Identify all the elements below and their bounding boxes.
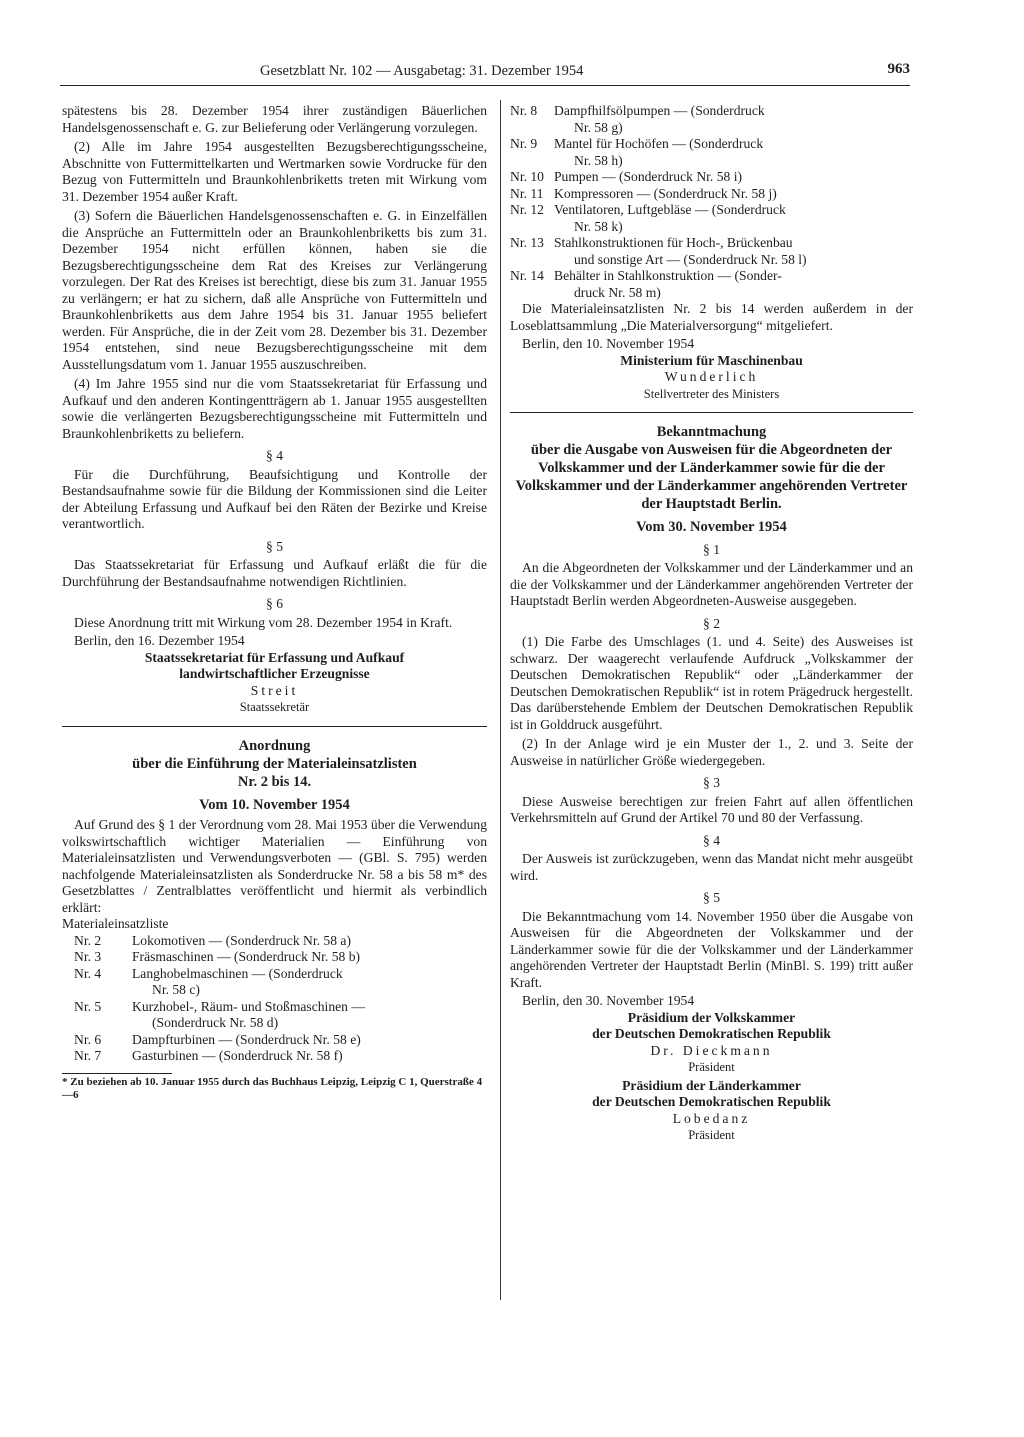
paragraph: Auf Grund des § 1 der Verordnung vom 28. Mai 1953 über die Verwendung volkswirtschaftlich wichtiger Materialien — Einführung von Materialeinsatzlisten und Verwendungsverboten — (GBl. S. 795) werden nachfolgende Materialeinsatzlisten als Sonderdrucke Nr. 58 a bis 58 m* des Gesetzblattes / Zentralblattes veröffentlicht und hiermit als verbindlich erklärt: bbox=[62, 817, 487, 915]
document-title: Anordnung bbox=[238, 737, 311, 754]
list-item: Nr. 13 Stahlkonstruktionen für Hoch-, Brückenbau bbox=[510, 235, 793, 250]
paragraph: Diese Anordnung tritt mit Wirkung vom 28. Dezember 1954 in Kraft. bbox=[74, 614, 453, 630]
signature-authority: der Deutschen Demokratischen Republik bbox=[592, 1094, 831, 1109]
paragraph: Für die Durchführung, Beaufsichtigung und Kontrolle der Bestandsaufnahme sowie für die Bildung der Kommissionen sind die Leiter der Abteilung Erfassung und Aufkauf bei den Räten der Bezirke und Kreise verantwortlich. bbox=[62, 466, 487, 531]
left-column bbox=[62, 103, 487, 1102]
signature-role: Präsident bbox=[688, 1128, 735, 1142]
header-title: Gesetzblatt Nr. 102 — Ausgabetag: 31. Dezember 1954 bbox=[260, 63, 584, 79]
signature-authority: Präsidium der Volkskammer bbox=[627, 1009, 796, 1025]
paragraph: Das Staatssekretariat für Erfassung und Aufkauf erläßt die für die Durchführung der Bestandsaufnahme notwendigen Richtlinien. bbox=[62, 557, 487, 589]
document-title: über die Einführung der Materialeinsatzlisten bbox=[132, 755, 417, 772]
place-date: Berlin, den 30. November 1954 bbox=[522, 993, 695, 1008]
signature-authority: Staatssekretariat für Erfassung und Aufkauf bbox=[144, 649, 405, 665]
document-title: Bekanntmachung bbox=[656, 424, 767, 440]
signature-name: Dr. Dieckmann bbox=[650, 1042, 773, 1058]
list-item: Nr. 4 Langhobelmaschinen — (Sonderdruck bbox=[74, 965, 343, 981]
materials-list-continued bbox=[510, 103, 913, 301]
signature-authority: Ministerium für Maschinenbau bbox=[620, 352, 803, 368]
materials-list bbox=[74, 933, 487, 1065]
section-heading: § 3 bbox=[703, 775, 720, 790]
paragraph: spätestens bis 28. Dezember 1954 ihrer zuständigen Bäuerlichen Handelsgenossenschaft e. G. zur Belieferung oder Verlängerung vorzulegen. bbox=[62, 103, 487, 135]
signature-authority: der Deutschen Demokratischen Republik bbox=[592, 1026, 831, 1041]
list-item: Nr. 12 Ventilatoren, Luftgebläse — (Sonderdruck bbox=[510, 202, 786, 217]
signature-role: Präsident bbox=[688, 1060, 735, 1074]
section-heading: § 4 bbox=[703, 832, 720, 848]
page-header bbox=[60, 63, 910, 83]
signature-authority: Präsidium der Länderkammer bbox=[622, 1077, 801, 1093]
list-item-continuation: Nr. 58 k) bbox=[574, 218, 623, 234]
list-item: Nr. 7 Gasturbinen — (Sonderdruck Nr. 58 f) bbox=[74, 1048, 343, 1063]
paragraph: (1) Die Farbe des Umschlages (1. und 4. Seite) des Ausweises ist schwarz. Der waagerecht verlaufende Aufdruck „Volkskammer der Deutschen Demokratischen Republik“ oder „Länderkammer der Deutschen Demokratischen Republik“ ist in rotem Prägedruck hergestellt. Das darüberstehende Emblem der Deutschen Demokratischen Republik ist in Golddruck ausgeführt. bbox=[510, 634, 913, 732]
paragraph: Die Bekanntmachung vom 14. November 1950 über die Ausgabe von Ausweisen für die Abgeordneten der Volkskammer und der Länderkammer sowie für die der Volkskammer und der Länderkammer angehörenden Vertreter der Hauptstadt Berlin (MinBl. S. 199) tritt außer Kraft. bbox=[510, 908, 913, 990]
list-item-continuation: druck Nr. 58 m) bbox=[574, 284, 661, 300]
list-item: Nr. 11 Kompressoren — (Sonderdruck Nr. 58 j) bbox=[510, 185, 777, 201]
paragraph: (3) Sofern die Bäuerlichen Handelsgenossenschaften e. G. in Einzelfällen die Ansprüche an Futtermitteln oder an Braunkohlenbriketts bis zum 31. Dezember 1954 nicht erfüllen können, haben sie die Bezugsberechtigungsscheine dem Rat des Kreises zur Verlängerung vorzulegen. Der Rat des Kreises ist berechtigt, diese bis zum 31. Januar 1955 zu verlängern; er hat zu sichern, daß alle Ansprüche von Futtermitteln und Braunkohlenbriketts aus dem Jahre 1954 bis 31. Januar 1955 beliefert werden. Für Ansprüche, die in der Zeit vom 28. Dezember bis 31. Dezember 1954 entstehen, sind neue Bezugsberechtigungsscheine mit dem Ausstellungsdatum vom 1. Januar 1955 auszuschreiben. bbox=[62, 208, 487, 372]
section-heading: § 5 bbox=[266, 538, 283, 554]
paragraph: (4) Im Jahre 1955 sind nur die vom Staatssekretariat für Erfassung und Aufkauf und den anderen Kontingentträgern ab 1. Januar 1955 ausgestellten sowie die verlängerten Bezugsberechtigungsscheine mit Futtermitteln und Braunkohlenbriketts zu beliefern. bbox=[62, 376, 487, 441]
list-item: Nr. 9 Mantel für Hochöfen — (Sonderdruck bbox=[510, 136, 764, 151]
list-item-continuation: Nr. 58 h) bbox=[574, 152, 623, 168]
signature-role: Staatssekretär bbox=[239, 700, 310, 714]
section-heading: § 1 bbox=[703, 541, 720, 557]
page-number: 963 bbox=[887, 61, 910, 77]
paragraph: Der Ausweis ist zurückzugeben, wenn das Mandat nicht mehr ausgeübt wird. bbox=[510, 851, 913, 883]
list-item: Nr. 14 Behälter in Stahlkonstruktion — (Sonder- bbox=[510, 268, 782, 283]
footnote-rule bbox=[62, 1073, 172, 1074]
section-divider bbox=[510, 412, 913, 413]
list-item: Nr. 3 Fräsmaschinen — (Sonderdruck Nr. 58 b) bbox=[74, 949, 361, 964]
paragraph: Diese Ausweise berechtigen zur freien Fahrt auf allen öffentlichen Verkehrsmitteln auf Grund der Artikel 70 und 80 der Verfassung. bbox=[510, 793, 913, 825]
column-divider bbox=[500, 100, 501, 1300]
paragraph: (2) Alle im Jahre 1954 ausgestellten Bezugsberechtigungsscheine, Abschnitte von Futtermittelkarten und Wertmarken sowie Vordrucke für den Bezug von Futtermitteln und Braunkohlenbriketts treten mit Wirkung vom 31. Dezember 1954 außer Kraft. bbox=[62, 139, 487, 204]
document-date: Vom 10. November 1954 bbox=[199, 796, 350, 813]
place-date: Berlin, den 10. November 1954 bbox=[522, 336, 695, 351]
list-item: Nr. 2 Lokomotiven — (Sonderdruck Nr. 58 a) bbox=[74, 932, 351, 948]
signature-authority: landwirtschaftlicher Erzeugnisse bbox=[179, 666, 370, 681]
document-title: Nr. 2 bis 14. bbox=[237, 773, 312, 790]
list-item: Nr. 10 Pumpen — (Sonderdruck Nr. 58 i) bbox=[510, 169, 743, 184]
list-item: Nr. 8 Dampfhilfsölpumpen — (Sonderdruck bbox=[510, 103, 765, 118]
signature-role: Stellvertreter des Ministers bbox=[643, 386, 780, 401]
paragraph: An die Abgeordneten der Volkskammer und der Länderkammer und an die der Volkskammer und der Länderkammer angehörenden Vertreter der Hauptstadt Berlin werden Abgeordneten-Ausweise ausgegeben. bbox=[510, 560, 913, 608]
section-heading: § 2 bbox=[703, 615, 720, 631]
list-item: Nr. 6 Dampfturbinen — (Sonderdruck Nr. 58 e) bbox=[74, 1031, 361, 1047]
document-date: Vom 30. November 1954 bbox=[636, 519, 787, 535]
list-item-continuation: (Sonderdruck Nr. 58 d) bbox=[152, 1015, 279, 1030]
section-divider bbox=[62, 726, 487, 727]
footnote: * Zu beziehen ab 10. Januar 1955 durch das Buchhaus Leipzig, Leipzig C 1, Querstraße 4—6 bbox=[62, 1075, 483, 1101]
list-item-continuation: Nr. 58 g) bbox=[574, 119, 623, 135]
paragraph: Die Materialeinsatzlisten Nr. 2 bis 14 werden außerdem in der Loseblattsammlung „Die Materialversorgung“ mitgeliefert. bbox=[510, 301, 913, 333]
header-rule bbox=[60, 85, 910, 86]
list-item: Nr. 5 Kurzhobel-, Räum- und Stoßmaschinen — bbox=[74, 998, 365, 1014]
signature-name: Wunderlich bbox=[664, 369, 759, 384]
list-item-continuation: Nr. 58 c) bbox=[152, 982, 200, 997]
signature-name: Streit bbox=[250, 682, 299, 698]
section-heading: § 6 bbox=[266, 596, 283, 611]
section-heading: § 4 bbox=[266, 448, 283, 463]
right-column bbox=[510, 103, 913, 1144]
list-item-continuation: und sonstige Art — (Sonderdruck Nr. 58 l) bbox=[574, 251, 807, 267]
section-heading: § 5 bbox=[703, 890, 720, 905]
document-title: über die Ausgabe von Ausweisen für die Abgeordneten der Volkskammer und der Länderkammer sowie für die der Volkskammer und der Länderkammer angehörenden Vertreter der Hauptstadt Berlin. bbox=[515, 442, 908, 512]
place-date: Berlin, den 16. Dezember 1954 bbox=[74, 633, 245, 648]
list-label: Materialeinsatzliste bbox=[62, 916, 169, 931]
paragraph: (2) In der Anlage wird je ein Muster der 1., 2. und 3. Seite der Ausweise in natürlicher Größe wiedergegeben. bbox=[510, 736, 913, 768]
signature-name: Lobedanz bbox=[672, 1110, 751, 1126]
